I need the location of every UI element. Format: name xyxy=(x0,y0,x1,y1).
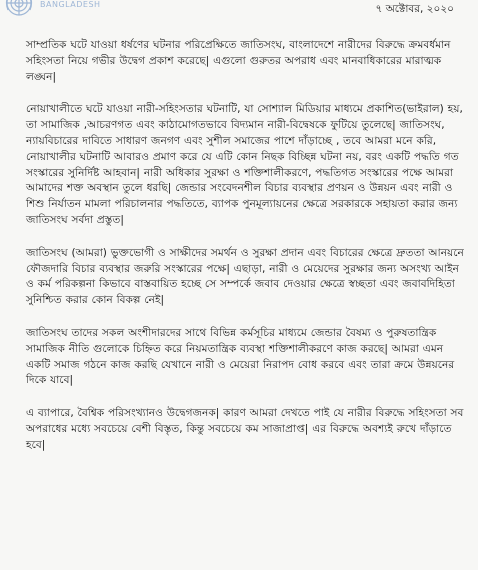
paragraph-4: জাতিসংঘ তাদের সকল অংশীদারদের সাথে বিভিন্ন কর্মসূচির মাধ্যমে জেন্ডার বৈষম্য ও পুরুষতান্ত্রিক সামাজিক নীতি গুলোকে চিহ্নিত করে নিয়মতান্ত্রিক ব্যবস্থা শক্তিশালীকরণে কাজ করছে| আমরা এমন একটি সমাজ গঠনে কাজ করছি যেখানে নারী ও মেয়েরা নিরাপদ বোধ করবে এবং তারা ক্রমে উন্নয়নের দিকে যাবে| xyxy=(26,326,455,387)
paragraph-3: জাতিসংঘ (আমরা) ভুক্তভোগী ও সাক্ষীদের সমর্থন ও সুরক্ষা প্রদান এবং বিচারের ক্ষেত্রে দ্রুততা আনয়নে ফৌজদারি বিচার ব্যবস্থার জরুরি সংস্কারের পক্ষে| এছাড়া, নারী ও মেয়েদের সুরক্ষার জন্য অসংখ্য আইন ও কর্ম পরিকল্পনা কিভাবে বাস্তবায়িত হচ্ছে সে সম্পর্কে জবাব দেওয়ার ক্ষেত্রে স্বচ্ছতা এবং জবাবদিহিতা সুনিশ্চিত করার কোন বিকল্প নেই| xyxy=(26,246,464,307)
brand-text: BANGLADESH xyxy=(40,0,101,9)
paragraph-1: সাম্প্রতিক ঘটে যাওয়া ধর্ষণের ঘটনার পরিপ্রেক্ষিতে জাতিসংঘ, বাংলাদেশে নারীদের বিরুদ্ধে ক্রমবর্ধমান সহিংসতা নিয়ে গভীর উদ্বেগ প্রকাশ করেছে| এগুলো গুরুতর অপরাধ এবং মানবাধিকারের মারাত্মক লঙ্ঘন| xyxy=(26,39,451,83)
letterhead xyxy=(0,0,478,22)
letter-body xyxy=(26,38,466,470)
letter-date: ৭ অক্টোবর, ২০২০ xyxy=(375,3,454,15)
paragraph-5: এ ব্যাপারে, বৈশ্বিক পরিসংখ্যানও উদ্বেগজনক| কারণ আমরা দেখতে পাই যে নারীর বিরুদ্ধে সহিংসতা সব অপরাধের মধ্যে সবচেয়ে বেশী বিস্তৃত, কিন্তু সবচেয়ে কম সাজাপ্রাপ্ত| এর বিরুদ্ধে অবশ্যই রুখে দাঁড়াতে হবে| xyxy=(26,407,464,451)
paragraph-2: নোয়াখালীতে ঘটে যাওয়া নারী-সহিংসতার ঘটনাটি, যা সোশ্যাল মিডিয়ার মাধ্যমে প্রকাশিত(ভাইরাল) হয়, তা সামাজিক ,আচরণগত এবং কাঠামোগতভাবে বিদ্যমান নারী-বিদ্বেষকে ফুটিয়ে তুলেছে| জাতিসংঘ, ন্যায়বিচারের দাবিতে সাধারণ জনগণ এবং সুশীল সমাজের পাশে দাঁড়াচ্ছে , তবে আমরা মনে করি, নোয়াখালীর ঘটনাটি আবারও প্রমাণ করে যে এটি কোন নিছক বিচ্ছিন্ন ঘটনা নয়, বরং একটি পদ্ধতি গত সংস্কারের সুনির্দিষ্ট আহবান| নারী অধিকার সুরক্ষা ও শক্তিশালীকরণে, পদ্ধতিগত সংস্কারের পক্ষে আমরা আমাদের শক্ত অবস্থান তুলে ধরছি| জেন্ডার সংবেদনশীল বিচার ব্যবস্থার প্রণয়ন ও উন্নয়ন এবং নারী ও শিশু নির্যাতন মামলা পরিচালনার পদ্ধতিতে, ব্যাপক পুনমূল্যায়নের ক্ষেত্রে সরকারকে সহায়তা করার জন্য জাতিসংঘ সর্বদা প্রস্তুত| xyxy=(26,103,463,226)
un-emblem-icon xyxy=(2,0,36,20)
